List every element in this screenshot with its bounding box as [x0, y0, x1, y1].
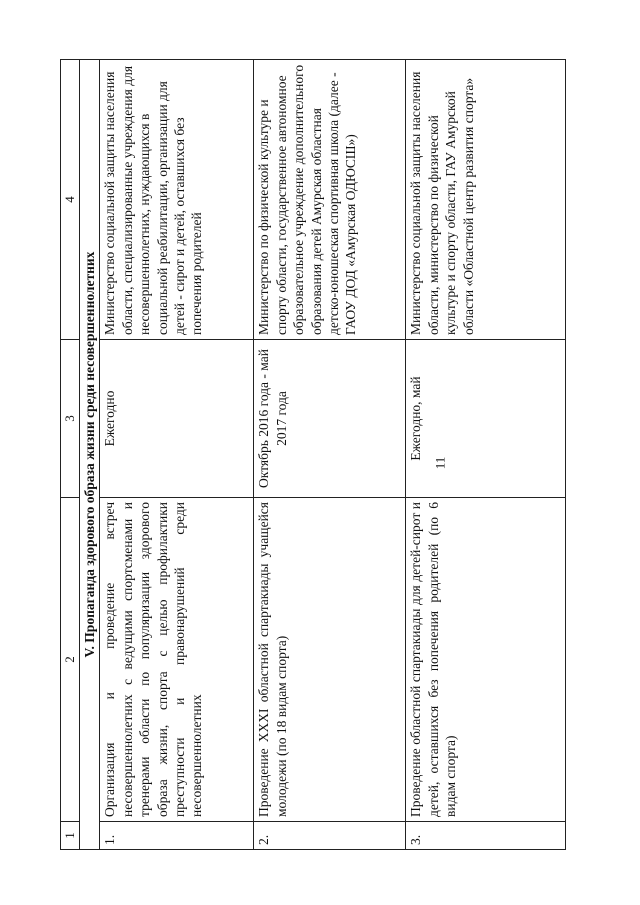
section-title: V. Пропаганда здорового образа жизни среди несовершеннолетних	[80, 60, 100, 850]
header-col-1: 1	[61, 822, 80, 850]
header-col-4: 4	[61, 60, 80, 340]
section-row	[80, 60, 100, 850]
header-col-3: 3	[61, 340, 80, 498]
activity-cell: Проведение областной спартакиады для детей-сирот и детей, оставшихся без попечения родителей (по 6 видам спорта)	[406, 498, 566, 822]
executor-cell: Министерство социальной защиты населения области, специализированные учреждения для несовершеннолетних, нуждающихся в социальной реабилитации, организации для детей - сирот и детей, оставшихся без попечения родителей	[100, 60, 254, 340]
header-row	[61, 60, 80, 850]
measures-table	[60, 59, 566, 850]
header-col-2: 2	[61, 498, 80, 822]
row-number: 3.	[406, 822, 566, 850]
table-row	[254, 60, 406, 850]
term-cell: Ежегодно	[100, 340, 254, 498]
activity-cell: Организация и проведение встреч несовершеннолетних с ведущими спортсменами и тренерами области по популяризации здорового образа жизни, спорта с целью профилактики преступности и правонарушений среди несовершеннолетних	[100, 498, 254, 822]
rotated-table-wrapper	[60, 60, 590, 850]
page-number: 11	[432, 456, 448, 470]
table-row	[100, 60, 254, 850]
row-number: 1.	[100, 822, 254, 850]
executor-cell: Министерство по физической культуре и спорту области, государственное автономное образовательное учреждение дополнительного образования детей Амурская областная детско-юношеская спортивная школа (далее - ГАОУ ДОД «Амурская ОДЮСШ»)	[254, 60, 406, 340]
term-cell: Ежегодно, май	[406, 340, 566, 498]
table-row	[406, 60, 566, 850]
activity-cell: Проведение XXXI областной спартакиады учащейся молодежи (по 18 видам спорта)	[254, 498, 406, 822]
term-cell: Октябрь 2016 года - май 2017 года	[254, 340, 406, 498]
row-number: 2.	[254, 822, 406, 850]
executor-cell: Министерство социальной защиты населения области, министерство по физической культуре и спорту области, ГАУ Амурской области «Областной центр развития спорта»	[406, 60, 566, 340]
